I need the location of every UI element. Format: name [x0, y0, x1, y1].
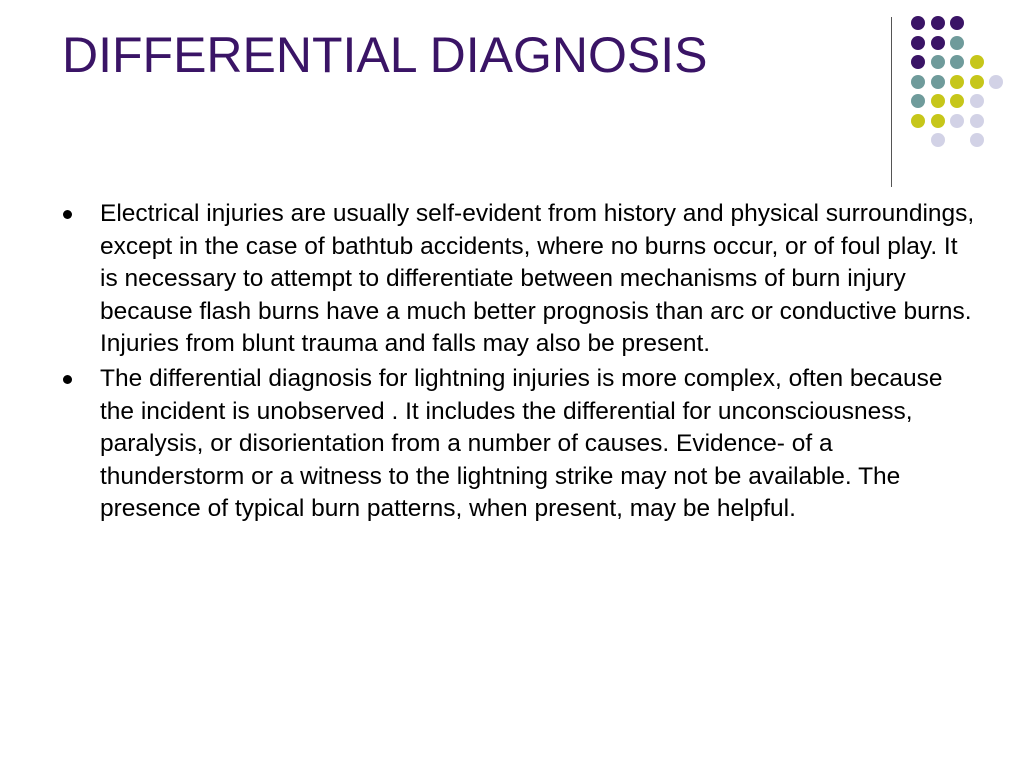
- decorative-dot-purple: [911, 16, 925, 30]
- bullet-marker-icon: [63, 210, 72, 219]
- bullet-text-1: Electrical injuries are usually self-evident from history and physical surroundings, except in the case of bathtub accidents, where no burns occur, or of foul play. It is necessary to attempt to differentiate between mechanisms of burn injury because flash burns have a much better prognosis than arc or conductive burns. Injuries from blunt trauma and falls may also be present.: [100, 200, 975, 358]
- decorative-dot-purple: [911, 55, 925, 69]
- decorative-dot-teal: [950, 36, 964, 50]
- decorative-dot-olive: [950, 75, 964, 89]
- decorative-dot-olive: [970, 75, 984, 89]
- decorative-dot-lavender: [970, 114, 984, 128]
- decorative-dot-teal: [911, 75, 925, 89]
- decorative-dot-purple: [931, 16, 945, 30]
- decorative-dot-lavender: [970, 94, 984, 108]
- decorative-dot-lavender: [950, 114, 964, 128]
- decorative-dot-teal: [911, 94, 925, 108]
- decorative-dot-grid: [0, 0, 1024, 200]
- bullet-marker-icon: [63, 375, 72, 384]
- decorative-dot-olive: [931, 114, 945, 128]
- decorative-dot-purple: [931, 36, 945, 50]
- bullet-list: [62, 198, 982, 528]
- decorative-dot-lavender: [989, 75, 1003, 89]
- decorative-dot-purple: [911, 36, 925, 50]
- bullet-item-1: [62, 198, 982, 361]
- decorative-dot-lavender: [931, 133, 945, 147]
- decorative-dot-teal: [931, 55, 945, 69]
- decorative-dot-olive: [931, 94, 945, 108]
- decorative-dot-teal: [931, 75, 945, 89]
- bullet-item-2: [62, 363, 982, 526]
- decorative-dot-teal: [950, 55, 964, 69]
- decorative-dot-olive: [950, 94, 964, 108]
- slide-title: DIFFERENTIAL DIAGNOSIS: [62, 27, 708, 83]
- bullet-text-2: The differential diagnosis for lightning injuries is more complex, often because the incident is unobserved . It includes the differential for unconsciousness, paralysis, or disorientation from a number of causes. Evidence- of a thunderstorm or a witness to the lightning strike may not be available. The presence of typical burn patterns, when present, may be helpful.: [100, 364, 943, 523]
- decorative-dot-lavender: [970, 133, 984, 147]
- decorative-dot-purple: [950, 16, 964, 30]
- decorative-dot-olive: [911, 114, 925, 128]
- decorative-dot-olive: [970, 55, 984, 69]
